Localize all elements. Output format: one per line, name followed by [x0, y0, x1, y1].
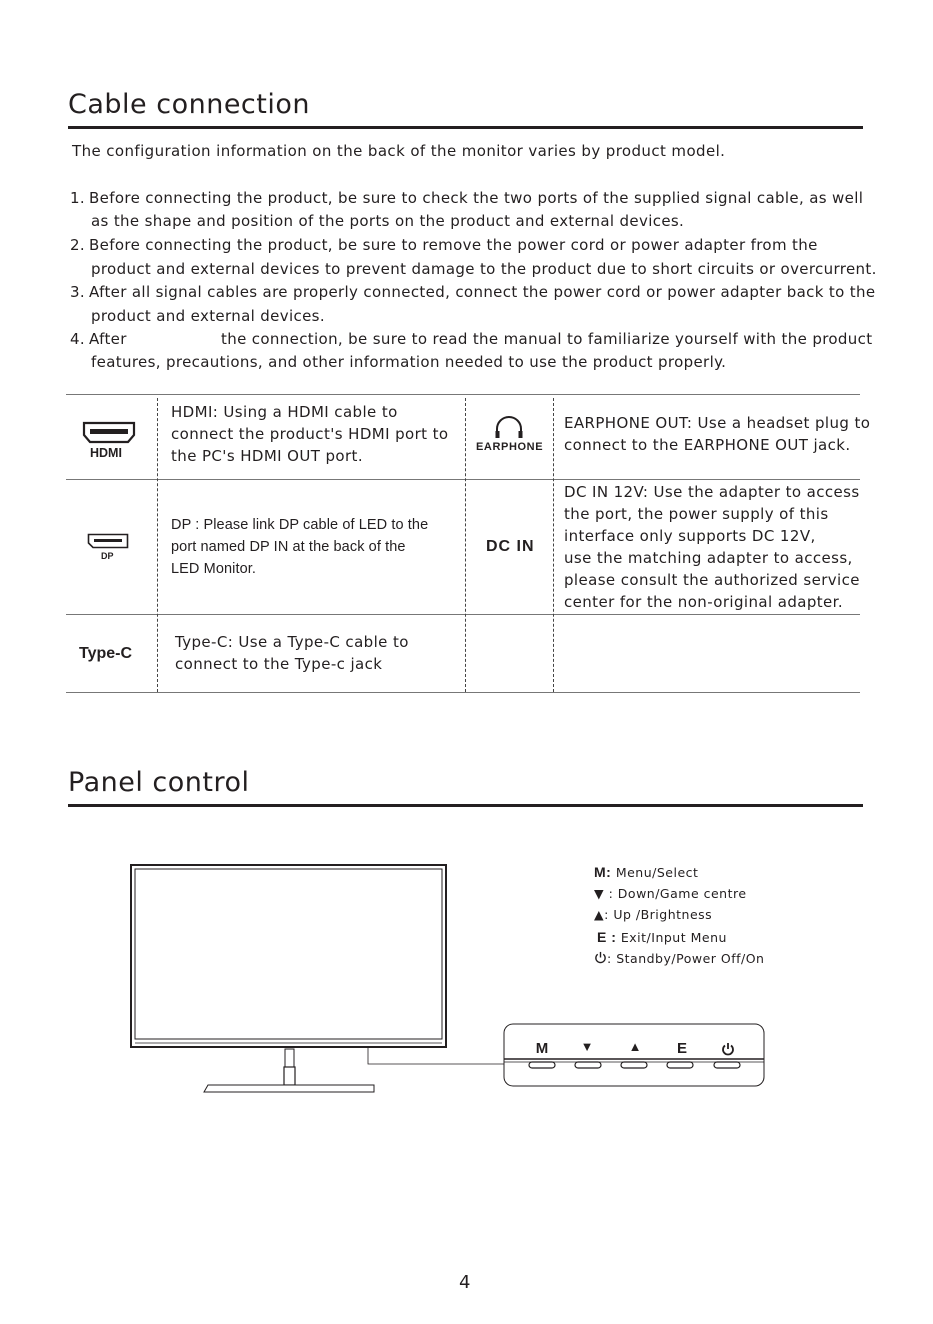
- headphone-icon: [493, 414, 525, 440]
- legend-symbol: :: [607, 951, 612, 966]
- section-title-cable: Cable connection: [68, 89, 310, 120]
- legend-item-menu: [594, 864, 698, 880]
- step-text: as the shape and position of the ports on the product and external devices.: [91, 212, 685, 230]
- displayport-icon: [87, 533, 129, 549]
- legend-item-up: [594, 907, 712, 922]
- dp-description-line: DP : Please link DP cable of LED to the: [171, 517, 429, 533]
- dc-in-description-line: DC IN 12V: Use the adapter to access: [564, 483, 860, 501]
- dc-in-description-line: use the matching adapter to access,: [564, 549, 853, 567]
- table-divider: [157, 398, 158, 692]
- power-icon: [721, 1042, 735, 1056]
- dc-in-label: DC IN: [486, 538, 535, 555]
- table-rule: [66, 614, 860, 615]
- table-rule: [66, 479, 860, 480]
- step-text: After all signal cables are properly connected, connect the power cord or power adapter back to the: [89, 283, 876, 301]
- dp-description: [171, 514, 428, 580]
- legend-item-exit: [597, 929, 727, 945]
- step-text: product and external devices.: [91, 307, 325, 325]
- hdmi-description: [171, 401, 448, 467]
- dp-label: DP: [101, 551, 114, 561]
- step-number: 2.: [70, 236, 86, 254]
- legend-text: Standby/Power Off/On: [616, 951, 765, 966]
- step-text: Before connecting the product, be sure to remove the power cord or power adapter from the: [89, 236, 818, 254]
- hdmi-label: HDMI: [90, 446, 122, 460]
- step-text: the connection, be sure to read the manual to familiarize yourself with the product: [221, 330, 873, 348]
- legend-text: Menu/Select: [615, 865, 699, 880]
- hdmi-port-icon: [82, 420, 136, 446]
- dc-in-description-line: the port, the power supply of this: [564, 505, 829, 523]
- up-arrow-icon: ▲:: [594, 907, 609, 922]
- menu-button[interactable]: M: [535, 1040, 549, 1057]
- power-button[interactable]: [721, 1041, 735, 1055]
- hdmi-description-line: connect the product's HDMI port to: [171, 425, 449, 443]
- type-c-label: Type-C: [79, 645, 133, 662]
- earphone-description-line: EARPHONE OUT: Use a headset plug to: [564, 414, 871, 432]
- dc-in-description-line: center for the non-original adapter.: [564, 593, 844, 611]
- step-text: features, precautions, and other information needed to use the product properly.: [91, 353, 727, 371]
- dc-in-description-line: please consult the authorized service: [564, 571, 860, 589]
- type-c-description: [175, 631, 409, 675]
- down-button[interactable]: ▼: [580, 1039, 594, 1054]
- down-arrow-icon: ▼ :: [594, 886, 614, 901]
- legend-text: Exit/Input Menu: [620, 930, 727, 945]
- type-c-description-line: connect to the Type-c jack: [175, 655, 383, 673]
- earphone-description-line: connect to the EARPHONE OUT jack.: [564, 436, 851, 454]
- section-title-panel: Panel control: [68, 767, 250, 798]
- page-number: 4: [459, 1272, 471, 1293]
- intro-text: The configuration information on the back of the monitor varies by product model.: [72, 142, 726, 160]
- dc-in-description-line: interface only supports DC 12V,: [564, 527, 816, 545]
- power-icon: [594, 951, 607, 964]
- exit-key-icon: E :: [597, 929, 617, 945]
- step-number: 1.: [70, 189, 86, 207]
- section-divider: [68, 126, 863, 129]
- step-text: product and external devices to prevent damage to the product due to short circuits or overcurrent.: [91, 260, 877, 278]
- up-button[interactable]: ▲: [628, 1039, 642, 1054]
- dp-description-line: LED Monitor.: [171, 561, 257, 577]
- dc-in-description: [564, 481, 860, 613]
- section-divider: [68, 804, 863, 807]
- legend-text: Up /Brightness: [613, 907, 713, 922]
- step-text: After: [89, 330, 127, 348]
- legend-item-down: [594, 886, 747, 901]
- legend-item-power: [594, 951, 764, 966]
- table-rule: [66, 692, 860, 693]
- table-divider: [553, 398, 554, 692]
- menu-key-icon: M:: [594, 864, 612, 880]
- hdmi-description-line: the PC's HDMI OUT port.: [171, 447, 364, 465]
- table-rule: [66, 394, 860, 395]
- dp-description-line: port named DP IN at the back of the: [171, 539, 406, 555]
- table-divider: [465, 398, 466, 692]
- type-c-description-line: Type-C: Use a Type-C cable to: [175, 633, 409, 651]
- earphone-description: [564, 412, 870, 456]
- earphone-label: EARPHONE: [476, 441, 544, 453]
- step-text: Before connecting the product, be sure to check the two ports of the supplied signal cable, as well: [89, 189, 864, 207]
- legend-text: Down/Game centre: [617, 886, 747, 901]
- hdmi-description-line: HDMI: Using a HDMI cable to: [171, 403, 398, 421]
- exit-button[interactable]: E: [676, 1040, 687, 1057]
- step-number: 4.: [70, 330, 86, 348]
- step-number: 3.: [70, 283, 86, 301]
